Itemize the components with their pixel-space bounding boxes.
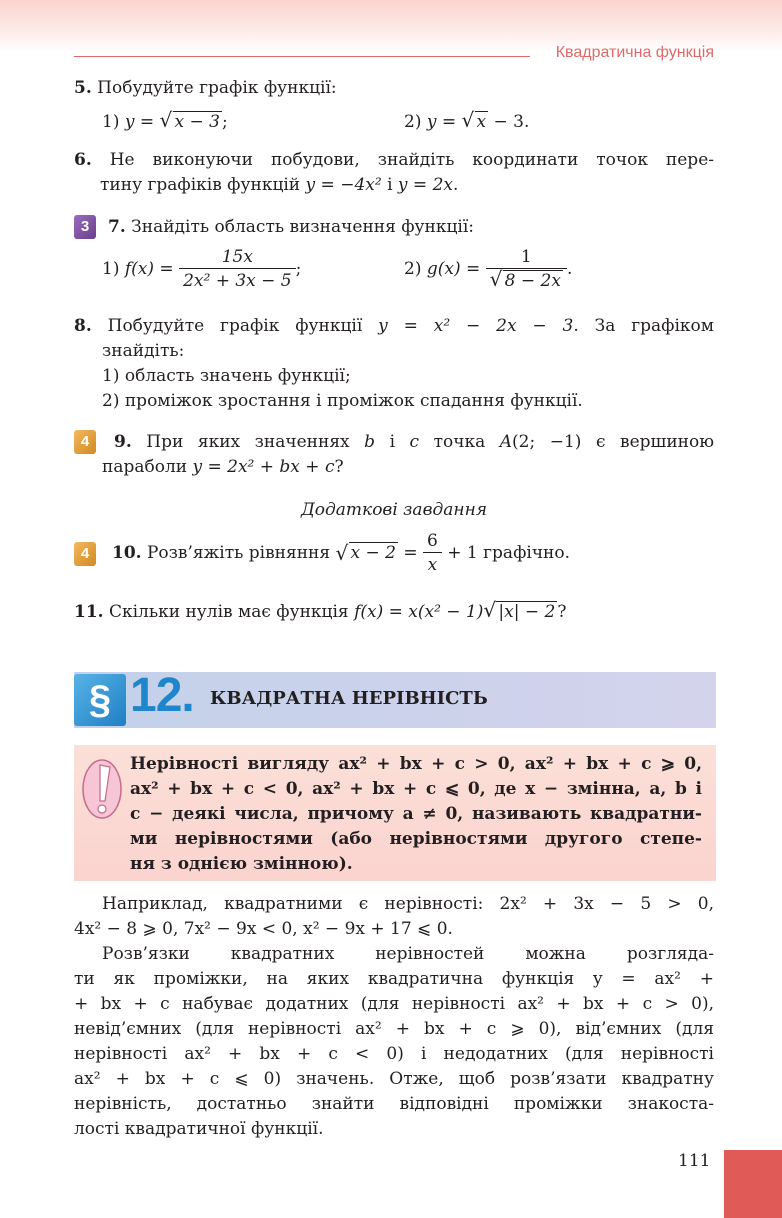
header-rule <box>74 56 530 57</box>
paragraph-line: нерівності ax² + bx + c < 0) і недодатних (для нерівності <box>74 1044 714 1064</box>
exercise-number: 11. <box>74 602 104 622</box>
exercise-text: і <box>375 432 410 452</box>
numerator: 1 <box>486 246 567 269</box>
math-tail: − 3. <box>488 112 530 132</box>
math-op: = <box>436 112 462 132</box>
exercise-10 <box>112 530 570 577</box>
math-var: y <box>426 112 437 132</box>
definition-text <box>130 752 702 877</box>
exercise-5 <box>74 76 714 101</box>
sqrt-expression <box>490 269 563 293</box>
math-var: c <box>409 432 420 452</box>
sqrt-expression <box>160 110 222 135</box>
running-title: Квадратична функція <box>555 44 714 61</box>
section-symbol-icon: § <box>74 674 126 726</box>
exercise-text: . За графіком <box>573 316 714 336</box>
definition-line: ми нерівностями (або нерівностями другого степе- <box>130 829 702 849</box>
exercise-number: 7. <box>108 217 126 237</box>
paragraph-line: Наприклад, квадратними є нерівності: 2x² + 3x − 5 > 0, <box>102 894 714 914</box>
paragraph-line: ax² + bx + c ⩽ 0) значень. Отже, щоб розв’язати квадратну <box>74 1069 714 1089</box>
math-expression: y = −4x² <box>305 175 388 195</box>
math-punct: . <box>452 175 459 195</box>
exercise-7 <box>108 215 748 240</box>
radicand: 8 − 2x <box>504 271 561 291</box>
math-punct: ? <box>334 457 344 477</box>
math-punct: ; <box>295 259 302 279</box>
exercise-number: 5. <box>74 78 92 98</box>
section-number: 12. <box>130 669 194 722</box>
list-item: 1) область значень функції; <box>102 366 351 386</box>
page-number: 111 <box>678 1151 711 1171</box>
paragraph-line: лості квадратичної функції. <box>74 1119 324 1139</box>
paragraph-line: + bx + c набуває додатних (для нерівності ax² + bx + c > 0), <box>74 994 714 1014</box>
math-punct: ; <box>222 112 228 132</box>
exercise-text: (2; −1) є вершиною <box>512 432 715 452</box>
exercise-text: точка <box>419 432 500 452</box>
math-var: A <box>499 432 513 452</box>
exercise-7-part-1 <box>102 246 301 293</box>
math-op: = <box>460 259 486 279</box>
paragraph-line: невід’ємних (для нерівності ax² + bx + c ⩾ 0), від’ємних (для <box>74 1019 714 1039</box>
denominator: 2x² + 3x − 5 <box>183 271 292 291</box>
list-item: 2) проміжок зростання і проміжок спадання функції. <box>102 391 583 411</box>
part-label: 1) <box>102 112 125 132</box>
paragraph-line: 4x² − 8 ⩾ 0, 7x² − 9x < 0, x² − 9x + 17 ⩽ 0. <box>74 919 453 939</box>
page-corner-tab <box>724 1150 782 1218</box>
paragraph-solutions <box>74 942 714 1142</box>
exercise-text: Побудуйте графік функції <box>107 316 379 336</box>
paragraph-line: нерівність, достатньо знайти відповідні проміжки знакоста- <box>74 1094 714 1114</box>
numerator: 6 <box>423 530 442 553</box>
radicand: x <box>476 112 487 132</box>
math-expression: y = 2x² + bx + c <box>192 457 335 477</box>
math-var: f(x) <box>124 259 155 279</box>
exercise-5-part-2 <box>404 110 529 135</box>
math-expression: y = x² − 2x − 3 <box>378 316 574 336</box>
paragraph-line: ти як проміжки, на яких квадратична функція y = ax² + <box>74 969 714 989</box>
exercise-text: Скільки нулів має функція <box>108 602 355 622</box>
exercise-text: Побудуйте графік функції: <box>97 78 337 98</box>
exercise-8 <box>74 314 714 414</box>
definition-line: Нерівності вигляду ax² + bx + c > 0, ax² + bx + c ⩾ 0, <box>130 754 702 774</box>
exercise-7-part-2 <box>404 246 572 293</box>
math-punct: . <box>566 259 573 279</box>
exclamation-icon <box>78 755 122 821</box>
math-op: = <box>134 112 160 132</box>
exercise-5-part-1 <box>102 110 228 135</box>
radicand: x − 3 <box>174 112 220 132</box>
exercise-6 <box>74 148 714 198</box>
exercise-text: При яких значеннях <box>146 432 365 452</box>
exercise-9 <box>102 430 715 480</box>
part-label: 1) <box>102 259 125 279</box>
paragraph-line: Розв’язки квадратних нерівностей можна розгляда- <box>102 944 714 964</box>
exercise-number: 9. <box>114 432 132 452</box>
exercise-number: 8. <box>74 316 92 336</box>
exercise-number: 6. <box>74 150 92 170</box>
level-4-badge-icon: 4 <box>74 542 96 566</box>
part-label: 2) <box>404 259 427 279</box>
sqrt-expression <box>336 543 398 563</box>
math-op: = <box>154 259 180 279</box>
math-op: = <box>397 543 424 563</box>
part-label: 2) <box>404 112 427 132</box>
exercise-text: Знайдіть область визначення функції: <box>131 217 475 237</box>
fraction <box>423 530 442 577</box>
sqrt-expression <box>483 600 557 625</box>
math-var: g(x) <box>426 259 461 279</box>
radicand: x − 2 <box>350 543 396 563</box>
exercise-text: Розв’яжіть рівняння <box>146 543 336 563</box>
definition-line: ня з однією змінною). <box>130 854 353 874</box>
denominator: x <box>427 555 438 575</box>
additional-tasks-heading: Додаткові завдання <box>300 500 488 520</box>
exercise-text: + 1 графічно. <box>441 543 571 563</box>
exercise-text: тину графіків функцій <box>100 175 306 195</box>
radicand: |x| − 2 <box>498 602 556 622</box>
section-title: КВАДРАТНА НЕРІВНІСТЬ <box>210 688 488 709</box>
math-expression: y = 2x <box>397 175 453 195</box>
level-3-badge-icon: 3 <box>74 215 96 239</box>
exercise-text: Не виконуючи побудови, знайдіть координати точок пере- <box>109 150 714 170</box>
math-var: y <box>124 112 135 132</box>
exercise-text: знайдіть: <box>102 341 185 361</box>
definition-line: ax² + bx + c < 0, ax² + bx + c ⩽ 0, де x − змінна, a, b і <box>130 779 702 799</box>
exercise-text: параболи <box>102 457 193 477</box>
paragraph-examples <box>74 892 714 942</box>
exercise-text: і <box>387 175 398 195</box>
fraction <box>486 246 567 293</box>
math-punct: ? <box>557 602 567 622</box>
definition-line: c − деякі числа, причому a ≠ 0, називають квадратни- <box>130 804 702 824</box>
math-expression: f(x) = x(x² − 1) <box>354 602 484 622</box>
level-4-badge-icon: 4 <box>74 430 96 454</box>
fraction <box>179 246 296 293</box>
exercise-number: 10. <box>112 543 142 563</box>
exercise-11 <box>74 600 566 625</box>
sqrt-expression <box>462 110 489 135</box>
math-var: b <box>364 432 376 452</box>
numerator: 15x <box>179 246 296 269</box>
